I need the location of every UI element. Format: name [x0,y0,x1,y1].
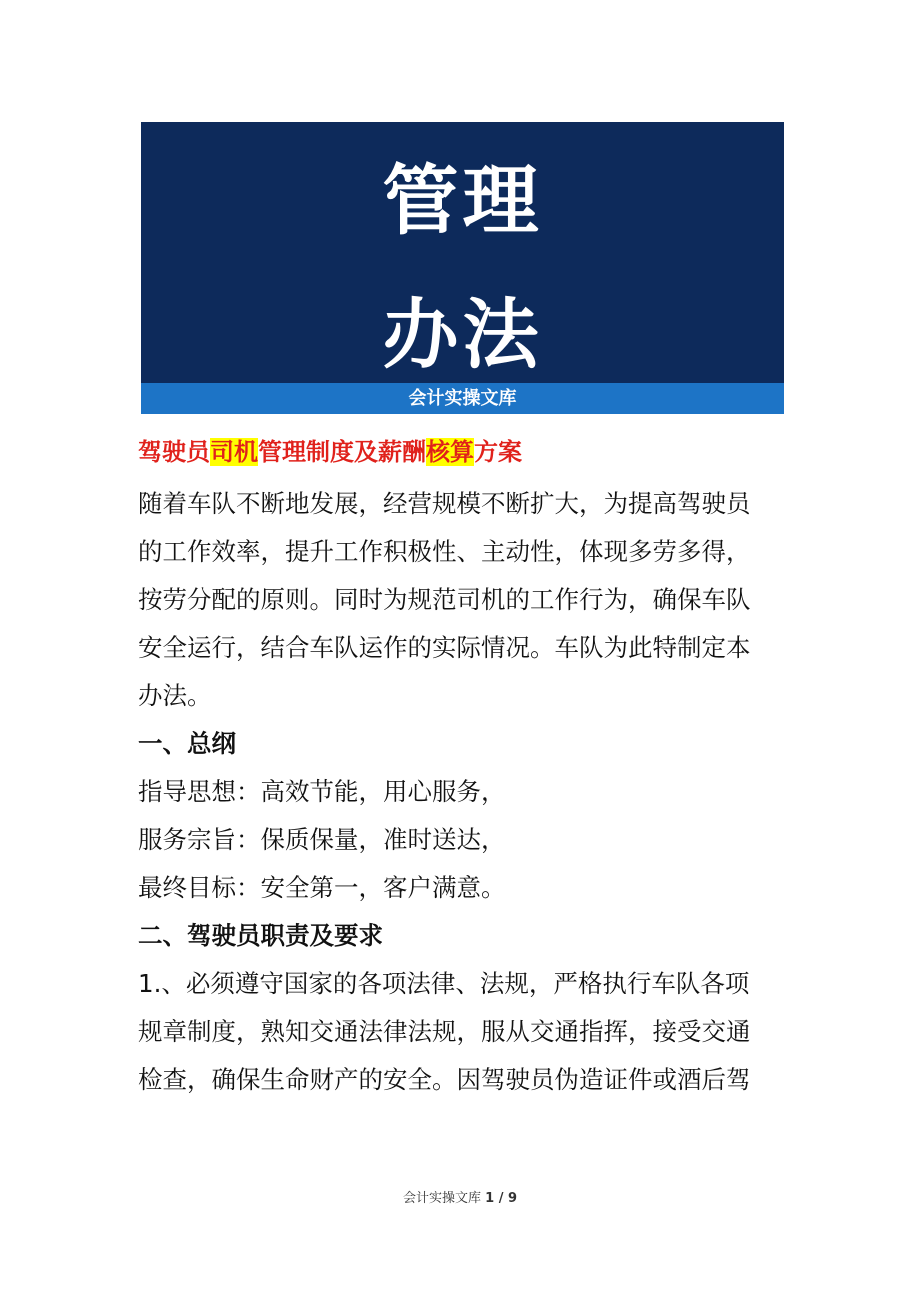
body-line: 办法。 [138,681,212,710]
body-line: 的工作效率，提升工作积极性、主动性，体现多劳多得， [138,537,751,566]
title-highlight-2: 核算 [426,438,474,466]
document-title [138,432,522,472]
section-heading-general: 一、总纲 [138,729,236,758]
cover-title-line2: 办法 [382,290,543,379]
cover-strip-label: 会计实操文库 [141,383,784,414]
body-line: 检查，确保生命财产的安全。因驾驶员伪造证件或酒后驾 [138,1065,751,1094]
footer-text: 会计实操文库 [402,1191,481,1206]
body-line: 最终目标：安全第一，客户满意。 [138,873,506,902]
body-line: 指导思想：高效节能，用心服务， [138,777,506,806]
body-line: 1.、必须遵守国家的各项法律、法规，严格执行车队各项 [138,969,750,998]
document-body [138,480,788,1104]
title-part-5: 方案 [474,438,522,466]
title-part-1: 驾驶员 [138,438,210,466]
page-number: 1 / 9 [485,1191,518,1206]
body-line: 安全运行，结合车队运作的实际情况。车队为此特制定本 [138,633,751,662]
cover-banner [141,122,784,414]
title-part-3: 管理制度及薪酬 [258,438,426,466]
body-line: 随着车队不断地发展，经营规模不断扩大，为提高驾驶员 [138,489,751,518]
body-line: 规章制度，熟知交通法律法规，服从交通指挥，接受交通 [138,1017,751,1046]
page-footer [0,1187,920,1206]
body-line: 服务宗旨：保质保量，准时送达， [138,825,506,854]
section-heading-duties: 二、驾驶员职责及要求 [138,921,383,950]
cover-title-line1: 管理 [382,156,543,245]
body-line: 按劳分配的原则。同时为规范司机的工作行为，确保车队 [138,585,751,614]
title-highlight-1: 司机 [210,438,258,466]
